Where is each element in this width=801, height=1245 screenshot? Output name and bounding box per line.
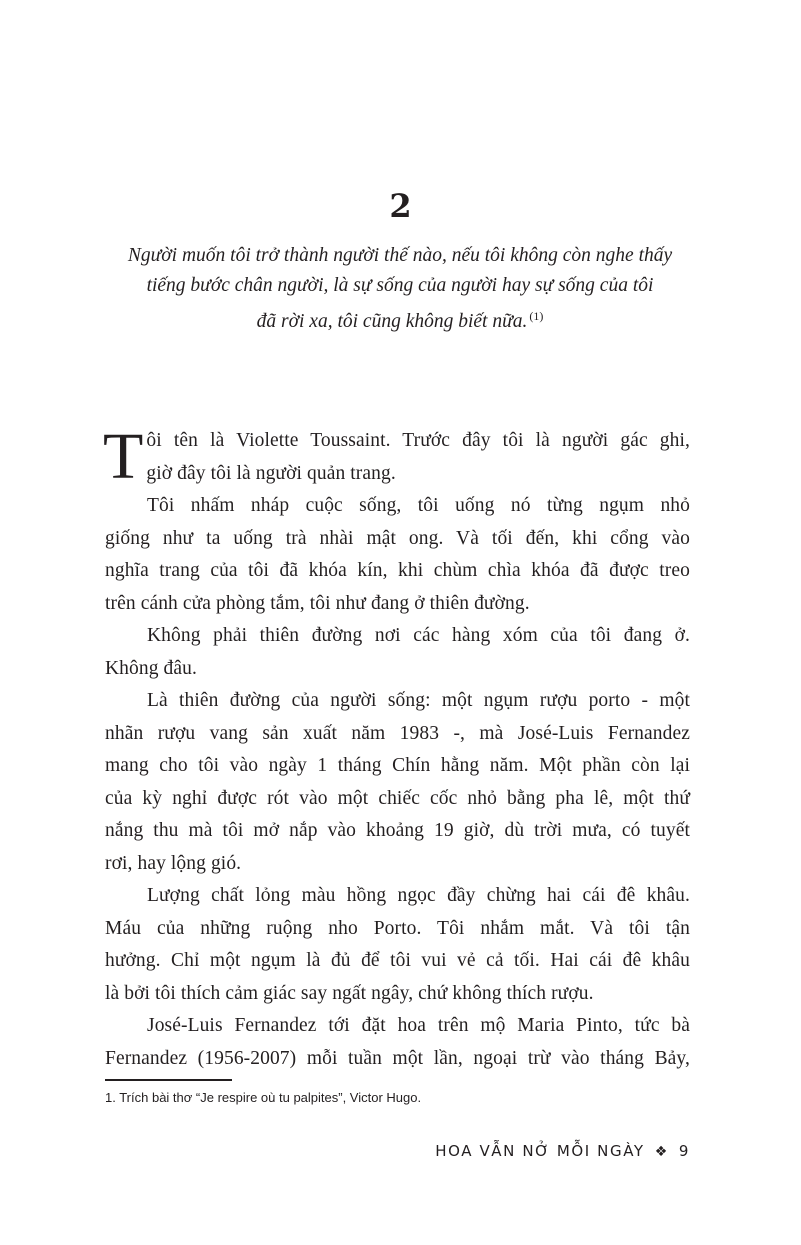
footnote-divider bbox=[105, 1079, 232, 1081]
paragraph bbox=[103, 420, 690, 493]
body-line: nhãn rượu vang sản xuất năm 1983 -, mà José-Luis Fernandez bbox=[105, 722, 690, 744]
diamond-ornament-icon: ❖ bbox=[654, 1144, 669, 1160]
body-line: ôi tên là Violette Toussaint. Trước đây tôi là người gác ghi, bbox=[146, 430, 690, 451]
body-line: Không đâu. bbox=[105, 657, 197, 679]
footnote-reference: (1) bbox=[529, 309, 544, 323]
body-line: nghĩa trang của tôi đã khóa kín, khi chùm chìa khóa đã được treo bbox=[105, 560, 690, 581]
body-line: mang cho tôi vào ngày 1 tháng Chín hằng năm. Một phần còn lại bbox=[105, 755, 690, 776]
body-line: José-Luis Fernandez tới đặt hoa trên mộ Maria Pinto, tức bà bbox=[147, 1015, 690, 1036]
footnote: 1. Trích bài thơ “Je respire où tu palpites”, Victor Hugo. bbox=[105, 1090, 422, 1105]
body-line: giờ đây tôi là người quản trang. bbox=[146, 462, 396, 484]
chapter-number: 2 bbox=[389, 187, 412, 225]
epigraph-line bbox=[90, 301, 710, 337]
body-line: Không phải thiên đường nơi các hàng xóm của tôi đang ở. bbox=[147, 625, 690, 646]
body-line: rơi, hay lộng gió. bbox=[105, 852, 242, 874]
epigraph-line: Người muốn tôi trở thành người thế nào, nếu tôi không còn nghe thấy bbox=[127, 245, 673, 266]
body-line: Là thiên đường của người sống: một ngụm rượu porto - một bbox=[147, 690, 690, 711]
body-line: Lượng chất lỏng màu hồng ngọc đầy chừng hai cái đê khâu. bbox=[147, 885, 690, 906]
body-line: nắng thu mà tôi mở nắp vào khoảng 19 giờ, dù trời mưa, có tuyết bbox=[105, 820, 690, 841]
page-number: 9 bbox=[678, 1142, 690, 1160]
body-line: Máu của những ruộng nho Porto. Tôi nhắm mắt. Và tôi tận bbox=[105, 917, 690, 939]
body-line: Fernandez (1956-2007) mỗi tuần một lần, ngoại trừ vào tháng Bảy, bbox=[105, 1047, 690, 1069]
epigraph-line: tiếng bước chân người, là sự sống của người hay sự sống của tôi bbox=[146, 275, 654, 296]
body-line: Tôi nhấm nháp cuộc sống, tôi uống nó từng ngụm nhỏ bbox=[147, 495, 690, 516]
body-line: trên cánh cửa phòng tắm, tôi như đang ở thiên đường. bbox=[105, 592, 530, 614]
body-text bbox=[103, 420, 690, 1075]
body-line: hưởng. Chỉ một ngụm là đủ để tôi vui vẻ cả tối. Hai cái đê khâu bbox=[105, 950, 690, 971]
body-line: của kỳ nghỉ được rót vào một chiếc cốc nhỏ bằng pha lê, một thứ bbox=[105, 787, 690, 809]
drop-cap: T bbox=[103, 420, 144, 493]
epigraph bbox=[90, 241, 710, 337]
running-footer bbox=[0, 1140, 690, 1163]
body-line: giống như ta uống trà nhài mật ong. Và tối đến, khi cổng vào bbox=[105, 527, 690, 549]
body-line: là bởi tôi thích cảm giác say ngất ngây, chứ không thích rượu. bbox=[105, 982, 594, 1004]
book-title: HOA VẪN NỞ MỖI NGÀY bbox=[435, 1142, 645, 1160]
epigraph-line-text: đã rời xa, tôi cũng không biết nữa. bbox=[256, 311, 528, 332]
